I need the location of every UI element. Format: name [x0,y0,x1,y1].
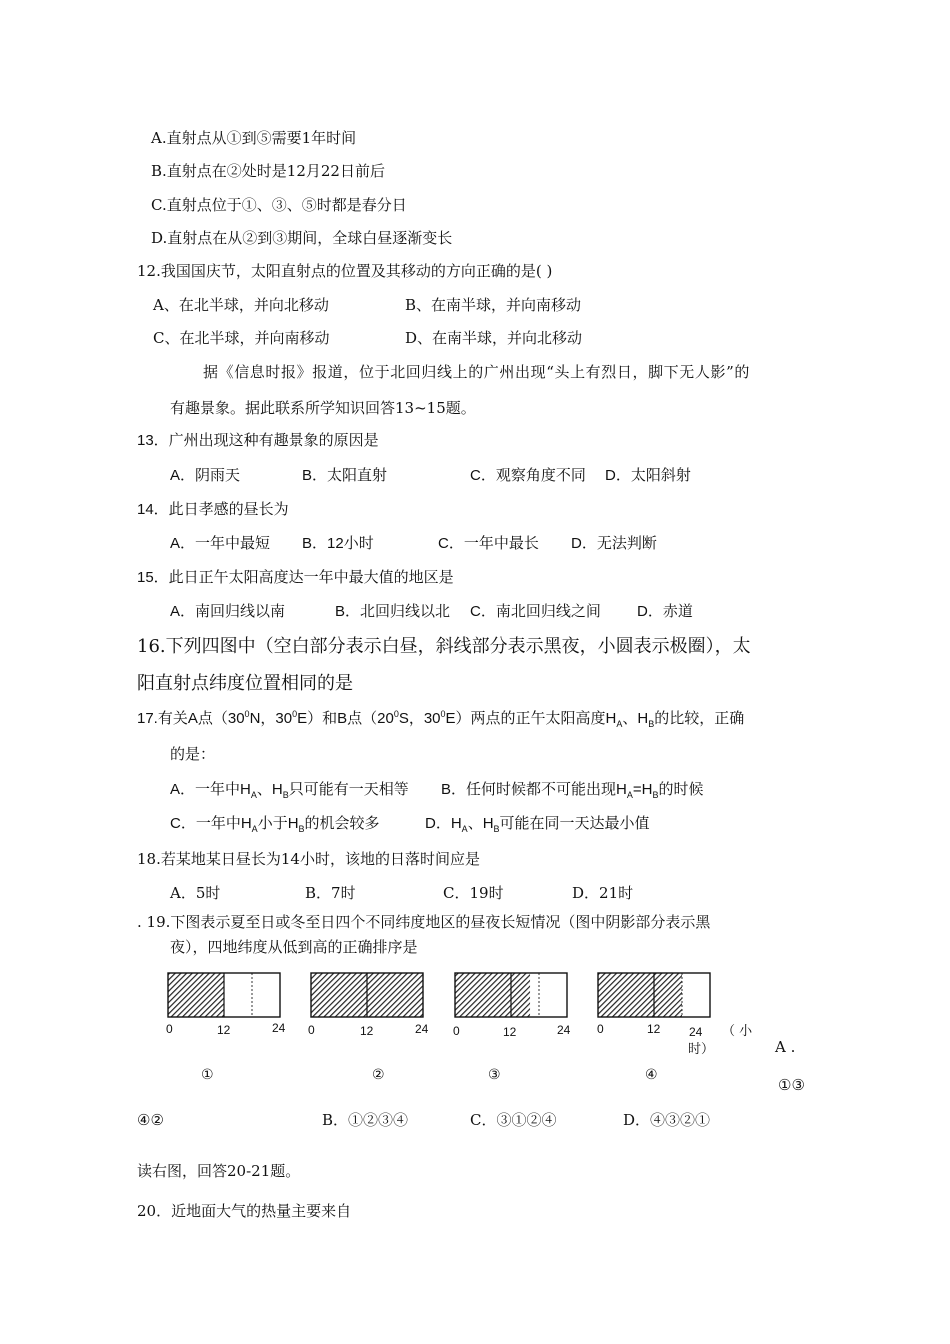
bar-2-tick-0: 0 [308,1023,315,1037]
q19-option-a-part-2: ④② [137,1111,164,1129]
q16-line-1: 16.下列四图中（空白部分表示白昼，斜线部分表示黑夜，小圆表示极圈），太 [137,636,751,657]
q12-stem: 12.我国国庆节，太阳直射点的位置及其移动的方向正确的是( ) [137,262,553,280]
bar-3-night [455,973,530,1017]
bar-2-tick-12: 12 [360,1024,374,1038]
bar-1-label: ① [201,1067,214,1083]
bar-3-label: ③ [488,1067,501,1083]
q19-line-2: 夜），四地纬度从低到高的正确排序是 [170,938,418,956]
q11-option-c: C.直射点位于①、③、⑤时都是春分日 [151,196,407,214]
q18-option-d: D．21时 [572,884,634,902]
q17-option-b: B．任何时候都不可能出现$H_A=H_B$的时候 [441,781,704,800]
q15-option-c: C．南北回归线之间 [470,603,601,620]
bar-3-tick-12: 12 [503,1025,517,1039]
q18-option-c: C．19时 [443,884,504,902]
q14-option-b: B．12小时 [302,535,374,552]
unit-label-open: （ 小 [722,1024,753,1039]
q18-stem: 18.若某地某日昼长为14小时，该地的日落时间应是 [137,850,480,868]
q15-stem: 15．此日正午太阳高度达一年中最大值的地区是 [137,569,454,586]
q12-option-b: B、在南半球，并向南移动 [405,296,582,314]
bar-1-night [168,973,224,1017]
day-night-diagram [160,965,730,1025]
q17-option-c: C．一年中$H_A$小于$H_B$的机会较多 [170,815,380,834]
q17-line-1: 17.有关A点（$30^0N$，$30^0E$）和B点（$20^0S$，$30^0E$）两点的正午太阳高度$H_A$、$H_B$的比较，正确 [137,709,745,729]
q15-option-d: D．赤道 [637,603,693,620]
q11-option-a: A.直射点从①到⑤需要1年时间 [151,129,357,147]
q19-line-1: . 19.下图表示夏至日或冬至日四个不同纬度地区的昼夜长短情况（图中阴影部分表示黑 [137,913,711,931]
q19-option-a-part-1: ①③ [778,1076,805,1094]
q13-option-a: A．阴雨天 [170,467,241,484]
q13-option-d: D．太阳斜射 [605,467,691,484]
q19-option-d: D．④③②① [623,1111,711,1129]
bar-4-tick-0: 0 [597,1022,604,1036]
q16-line-2: 阳直射点纬度位置相同的是 [137,673,353,694]
bar-4-tick-24: 24 [689,1025,703,1039]
q11-option-b: B.直射点在②处时是12月22日前后 [151,162,385,180]
q18-option-a: A．5时 [170,884,221,902]
bar-1-tick-12: 12 [217,1023,231,1037]
q15-option-a: A．南回归线以南 [170,603,286,620]
q13-option-b: B．太阳直射 [302,467,388,484]
bar-4-night [598,973,682,1017]
bar-4-tick-12: 12 [647,1022,661,1036]
q14-stem: 14．此日孝感的昼长为 [137,501,289,518]
bar-2-label: ② [372,1067,385,1083]
bar-3-tick-0: 0 [453,1024,460,1038]
q14-option-a: A．一年中最短 [170,535,271,552]
q14-option-c: C．一年中最长 [438,535,539,552]
q17-option-a: A．一年中$H_A$、$H_B$只可能有一天相等 [170,781,409,800]
bar-1-tick-24: 24 [272,1021,286,1035]
q11-option-d: D.直射点在从②到③期间，全球白昼逐渐变长 [151,229,453,247]
q12-option-c: C、在北半球，并向南移动 [153,329,330,347]
q17-line-2: 的是： [170,746,216,763]
q19-option-a-letter: A . [775,1038,796,1056]
q15-option-b: B．北回归线以北 [335,603,451,620]
unit-label-close: 时） [688,1042,715,1057]
q12-option-d: D、在南半球，并向北移动 [405,329,583,347]
passage-line-1: 据《信息时报》报道，位于北回归线上的广州出现“头上有烈日，脚下无人影”的 [203,363,750,381]
q14-option-d: D．无法判断 [571,535,657,552]
q19-option-c: C．③①②④ [470,1111,557,1129]
q12-option-a: A、在北半球，并向北移动 [153,296,329,314]
q18-option-b: B．7时 [305,884,356,902]
passage-line-2: 有趣景象。据此联系所学知识回答13~15题。 [170,399,476,417]
read-instruction: 读右图，回答20-21题。 [137,1162,301,1180]
bar-3-tick-24: 24 [557,1023,571,1037]
bar-1-tick-0: 0 [166,1022,173,1036]
bar-2-tick-24: 24 [415,1022,429,1036]
q19-option-b: B．①②③④ [322,1111,409,1129]
q13-stem: 13．广州出现这种有趣景象的原因是 [137,432,379,449]
q17-option-d: D．$H_A$、$H_B$可能在同一天达最小值 [425,815,650,834]
q13-option-c: C．观察角度不同 [470,467,586,484]
q20-stem: 20．近地面大气的热量主要来自 [137,1202,352,1220]
bar-4-label: ④ [645,1067,658,1083]
